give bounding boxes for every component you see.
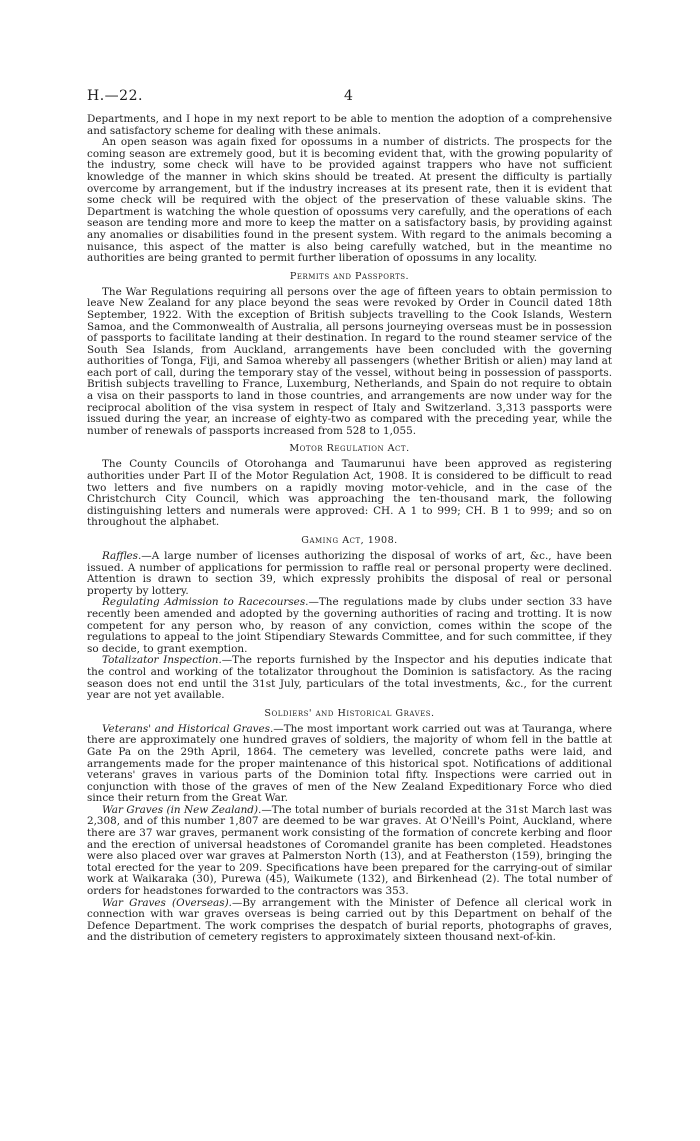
paragraph-lead: Totalizator Inspection. <box>102 654 222 667</box>
paragraph-lead: Veterans' and Historical Graves. <box>102 722 274 735</box>
section-motor-regulation <box>87 443 612 529</box>
paragraph-lead: Raffles. <box>102 550 142 562</box>
paragraph: War Graves (Overseas).—By arrangement with the Minister of Defence all clerical work in connection with war graves overseas is being carried out by this Department on behalf of the Defence Department. The work comprises the despatch of burial reports, photographs of graves, and the distribution of cemetery registers to approximately sixteen thousand next-of-kin. <box>87 896 612 944</box>
paragraph: Totalizator Inspection.—The reports furnished by the Inspector and his deputies indicate that the control and working of the totalizator throughout the Dominion is satisfactory. As the racing season does not end until the 31st July, particulars of the total investments, &c., for the current year are not yet available. <box>87 654 613 702</box>
paragraph-lead: War Graves (Overseas). <box>102 896 232 909</box>
section-heading: Motor Regulation Act. <box>289 443 410 455</box>
paragraph: Veterans' and Historical Graves.—The most important work carried out was at Tauranga, where there are approximately one hundred graves of soldiers, the majority of whom fell in the battle at Gate Pa on the 29th April, 1864. The cemetery was levelled, concrete paths were laid, and arrangements made for the proper maintenance of this historical spot. Notifications of additional veterans' graves in various parts of the Dominion total fifty. Inspections were carried out in conjunction with those of the graves of men of the New Zealand Expeditionary Force who died since their return from the Great War. <box>87 722 613 805</box>
paragraph: Departments, and I hope in my next report to be able to mention the adoption of a comprehensive and satisfactory scheme for dealing with these animals. <box>87 113 612 137</box>
paragraph: Regulating Admission to Racecourses.—The regulations made by clubs under section 33 have recently been amended and adopted by the governing authorities of racing and trotting. It is now competent for any person who, by reason of any conviction, comes within the scope of the regulations to appeal to the joint Stipendiary Stewards Committee, and for such committee, if they so decide, to grant exemption. <box>87 596 613 655</box>
paragraph: War Graves (in New Zealand).—The total number of burials recorded at the 31st March last was 2,308, and of this number 1,807 are deemed to be war graves. At O'Neill's Point, Auckland, where there are 37 war graves, permanent work consisting of the formation of concrete kerbing and floor and the erection of universal headstones of Coromandel granite has been completed. Headstones were also placed over war graves at Palmerston North (13), and at Featherston (159), bringing the total erected for the year to 209. Specifications have been prepared for the carrying-out of similar work at Waikaraka (30), Purewa (45), Waikumete (132), and Birkenhead (2). The total number of orders for headstones forwarded to the contractors was 353. <box>87 803 612 898</box>
section-permits-passports <box>87 271 612 438</box>
paragraph: The War Regulations requiring all persons over the age of fifteen years to obtain permission to leave New Zealand for any place beyond the seas were revoked by Order in Council dated 18th September, 1922. With the exception of British subjects travelling to the Cook Islands, Western Samoa, and the Commonwealth of Australia, all persons journeying overseas must be in possession of passports to facilitate landing at their destination. In regard to the round steamer service of the South Sea Islands, from Auckland, arrangements have been concluded with the governing authorities of Tonga, Fiji, and Samoa whereby all passengers (whether British or alien) may land at each port of call, during the temporary stay of the vessel, without being in possession of passports. British subjects travelling to France, Luxemburg, Netherlands, and Spain do not require to obtain a visa on their passports to land in those countries, and arrangements are now under way for the reciprocal abolition of the visa system in respect of Italy and Switzerland. 3,313 passports were issued during the year, an increase of eighty-two as compared with the preceding year, while the number of renewals of passports increased from 528 to 1,055. <box>87 285 612 437</box>
page-number: 4 <box>344 88 353 104</box>
paragraph-lead: Regulating Admission to Racecourses. <box>102 596 309 609</box>
section-heading: Soldiers' and Historical Graves. <box>264 707 435 719</box>
document-reference: H.—22. <box>87 88 143 104</box>
section-soldiers-graves <box>87 708 612 944</box>
document-page <box>87 88 612 944</box>
section-heading: Gaming Act, 1908. <box>301 535 398 546</box>
page-header <box>87 88 612 114</box>
paragraph: Raffles.—A large number of licenses authorizing the disposal of works of art, &c., have been issued. A number of applications for permission to raffle real or personal property were declined. Attention is drawn to section 39, which expressly prohibits the disposal of real or personal property by lottery. <box>87 550 612 597</box>
paragraph-lead: War Graves (in New Zealand). <box>102 803 262 816</box>
paragraph: An open season was again fixed for opossums in a number of districts. The prospects for the coming season are extremely good, but it is becoming evident that, with the growing popularity of the industry, some check will have to be provided against trappers who have not sufficient knowledge of the manner in which skins should be treated. At present the difficulty is partially overcome by arrangement, but if the industry increases at its present rate, then it is evident that some check will be required with the object of the preservation of these valuable skins. The Department is watching the whole question of opossums very carefully, and the operations of each season are tending more and more to keep the matter on a satisfactory basis, by providing against any anomalies or disabilities found in the present system. With regard to the animals becoming a nuisance, this aspect of the matter is also being carefully watched, but in the meantime no authorities are being granted to permit further liberation of opossums in any locality. <box>87 136 612 265</box>
section-opossums <box>87 114 612 265</box>
section-heading: Permits and Passports. <box>289 270 410 282</box>
paragraph: The County Councils of Otorohanga and Taumarunui have been approved as registering authorities under Part II of the Motor Regulation Act, 1908. It is considered to be difficult to read two letters and five numbers on a rapidly moving motor-vehicle, and in the case of the Christchurch City Council, which was approaching the ten-thousand mark, the following distinguishing letters and numerals were approved: CH. A 1 to 999; CH. B 1 to 999; and so on throughout the alphabet. <box>87 458 612 529</box>
section-gaming-act <box>87 535 612 702</box>
